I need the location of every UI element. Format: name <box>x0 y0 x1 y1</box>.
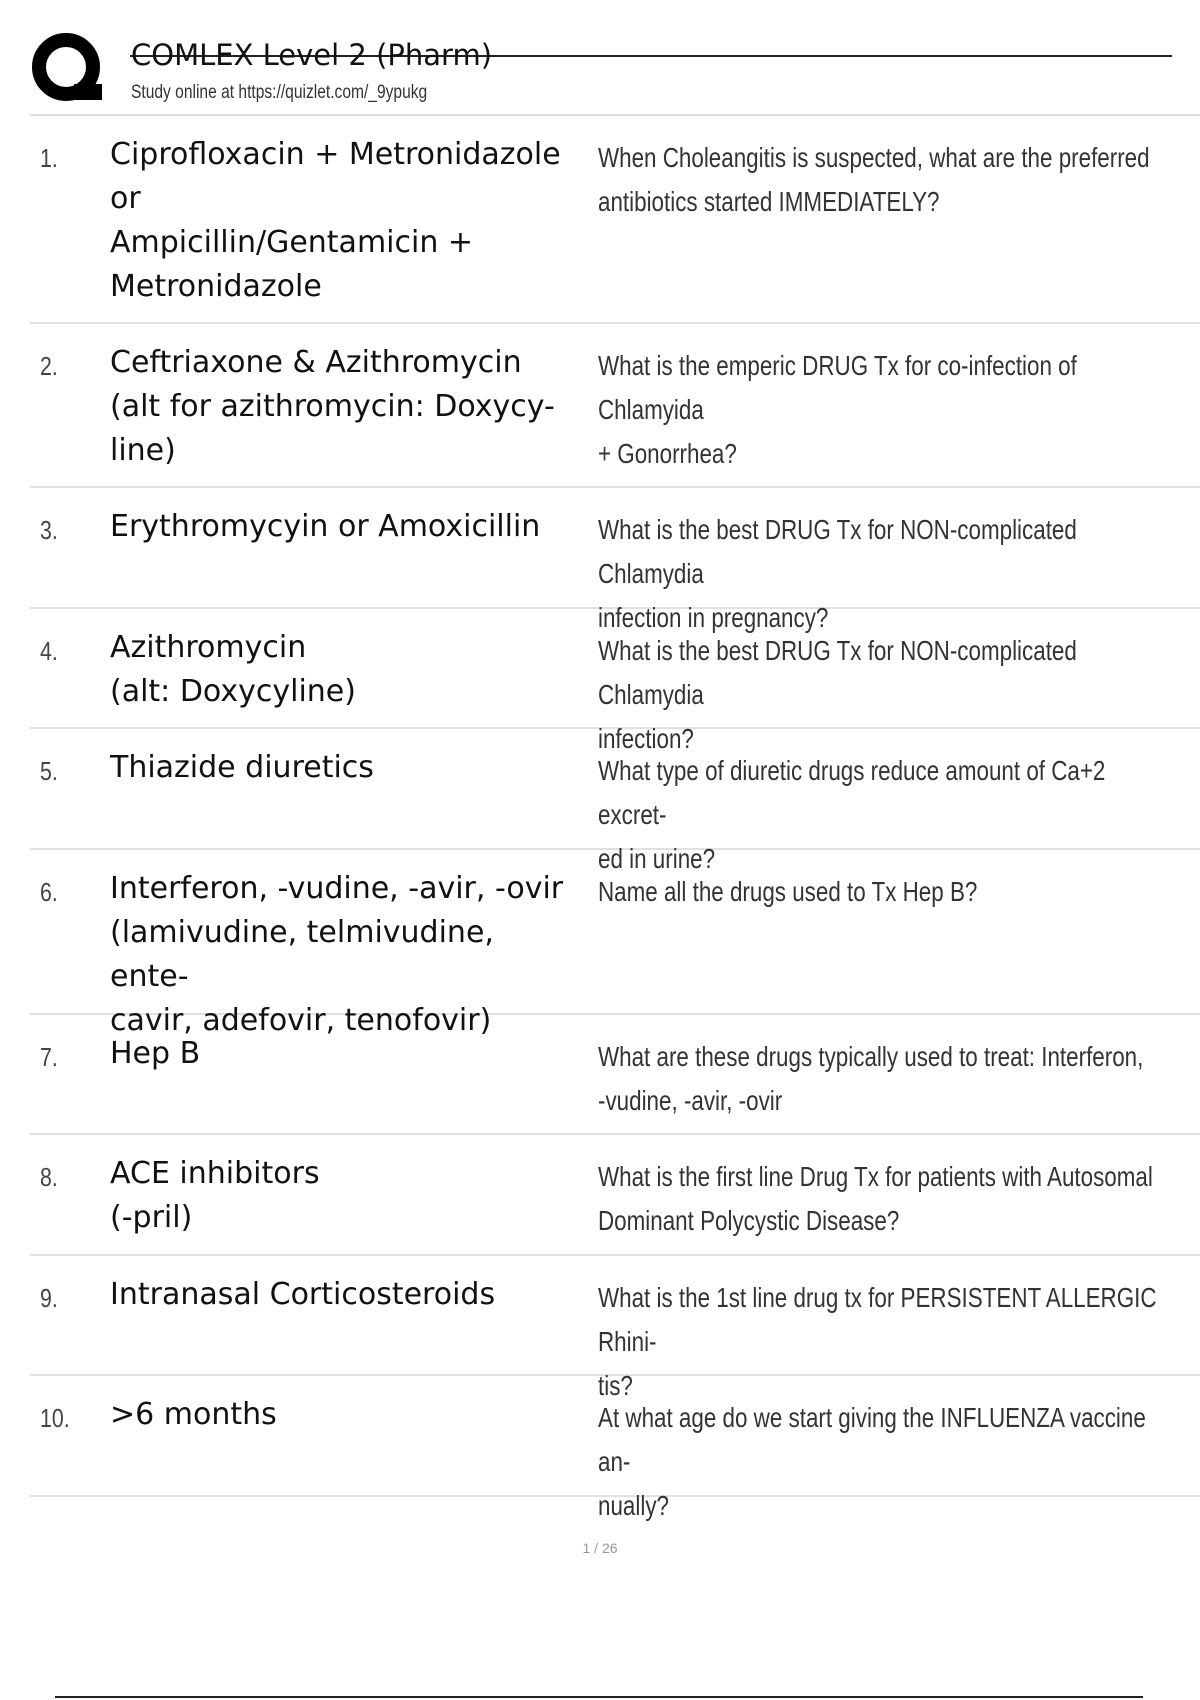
flashcard-row <box>30 729 1200 874</box>
card-number: 4. <box>40 636 58 666</box>
card-term: Thiazide diuretics <box>110 750 374 785</box>
flashcard-row <box>30 609 1200 754</box>
card-definition: What type of diuretic drugs reduce amount of Ca+2 excret- ed in urine? <box>598 755 1106 874</box>
card-number: 10. <box>40 1403 70 1433</box>
document-title: COMLEX Level 2 (Pharm) <box>131 38 493 72</box>
card-definition: What is the first line Drug Tx for patients with Autosomal Dominant Polycystic Disease? <box>598 1161 1153 1236</box>
page-number: 1 / 26 <box>582 1540 618 1556</box>
card-term: >6 months <box>110 1397 277 1432</box>
flashcard-row <box>30 1135 1200 1256</box>
flashcard-row <box>30 116 1200 324</box>
flashcard-row <box>30 324 1200 488</box>
study-online-link[interactable]: Study online at https://quizlet.com/_9ypukg <box>131 82 428 103</box>
card-term: Azithromycin (alt: Doxycyline) <box>110 630 356 709</box>
card-term: Ciprofloxacin + Metronidazole or Ampicillin/Gentamicin + Metronidazole <box>110 137 561 304</box>
card-definition: At what age do we start giving the INFLUENZA vaccine an- nually? <box>598 1402 1146 1521</box>
card-number: 5. <box>40 756 58 786</box>
flashcard-row <box>30 488 1200 633</box>
card-term: ACE inhibitors (-pril) <box>110 1156 320 1235</box>
flashcard-row <box>30 850 1200 1038</box>
card-term: Interferon, -vudine, -avir, -ovir (lamivudine, telmivudine, ente- cavir, adefovir, tenofovir) <box>110 871 564 1038</box>
card-definition: What is the best DRUG Tx for NON-complicated Chlamydia infection in pregnancy? <box>598 514 1077 633</box>
flashcard-row <box>30 1256 1200 1401</box>
card-number: 3. <box>40 515 58 545</box>
flashcard-row <box>30 1015 1200 1135</box>
card-term: Ceftriaxone & Azithromycin (alt for azithromycin: Doxycy- line) <box>110 345 555 468</box>
card-term: Erythromycyin or Amoxicillin <box>110 509 541 544</box>
card-number: 7. <box>40 1042 58 1072</box>
card-definition: What is the 1st line drug tx for PERSISTENT ALLERGIC Rhini- tis? <box>598 1282 1157 1401</box>
card-number: 9. <box>40 1283 58 1313</box>
card-definition: What is the emperic DRUG Tx for co-infection of Chlamyida + Gonorrhea? <box>598 350 1077 469</box>
page-header <box>30 30 1130 114</box>
footer-divider <box>55 1696 1143 1698</box>
card-definition: When Choleangitis is suspected, what are the preferred antibiotics started IMMEDIATELY? <box>598 142 1150 217</box>
card-term: Hep B <box>110 1036 201 1071</box>
flashcard-row <box>30 1376 1200 1521</box>
card-definition: What is the best DRUG Tx for NON-complicated Chlamydia infection? <box>598 635 1077 754</box>
card-term: Intranasal Corticosteroids <box>110 1277 496 1312</box>
card-number: 8. <box>40 1162 58 1192</box>
card-number: 6. <box>40 877 58 907</box>
card-definition: What are these drugs typically used to treat: Interferon, -vudine, -avir, -ovir <box>598 1041 1144 1116</box>
card-number: 2. <box>40 351 58 381</box>
card-number: 1. <box>40 143 58 173</box>
quizlet-logo-icon <box>30 30 110 110</box>
card-definition: Name all the drugs used to Tx Hep B? <box>598 876 978 907</box>
